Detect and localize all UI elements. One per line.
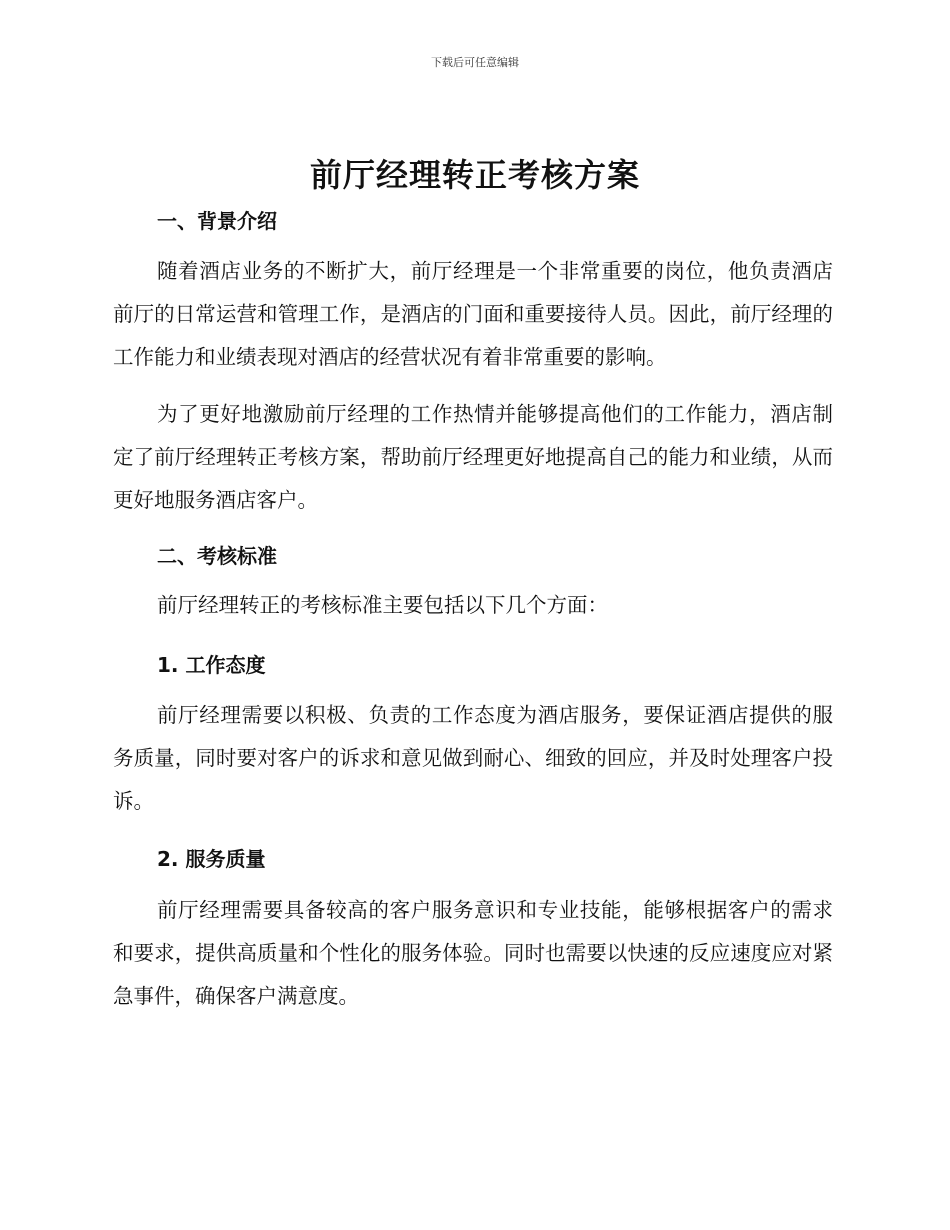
- section-heading-background: 一、背景介绍: [157, 209, 277, 233]
- page-header-note: 下载后可任意编辑: [431, 56, 519, 69]
- section-heading-criteria: 二、考核标准: [157, 544, 277, 568]
- criteria-intro-paragraph: 前厅经理转正的考核标准主要包括以下几个方面：: [157, 593, 608, 617]
- criteria-item-text-attitude: 前厅经理需要以积极、负责的工作态度为酒店服务，要保证酒店提供的服务质量，同时要对客户的诉求和意见做到耐心、细致的回应，并及时处理客户投诉。: [113, 703, 833, 813]
- criteria-item-heading-service: 2. 服务质量: [157, 847, 266, 871]
- criteria-item-text-service: 前厅经理需要具备较高的客户服务意识和专业技能，能够根据客户的需求和要求，提供高质量和个性化的服务体验。同时也需要以快速的反应速度应对紧急事件，确保客户满意度。: [113, 898, 833, 1008]
- criteria-item-heading-attitude: 1. 工作态度: [157, 653, 266, 677]
- document-title: 前厅经理转正考核方案: [309, 156, 640, 194]
- background-paragraph-2: 为了更好地激励前厅经理的工作热情并能够提高他们的工作能力，酒店制定了前厅经理转正考核方案，帮助前厅经理更好地提高自己的能力和业绩，从而更好地服务酒店客户。: [113, 402, 833, 512]
- background-paragraph-1: 随着酒店业务的不断扩大，前厅经理是一个非常重要的岗位，他负责酒店前厅的日常运营和管理工作，是酒店的门面和重要接待人员。因此，前厅经理的工作能力和业绩表现对酒店的经营状况有着非常重要的影响。: [113, 259, 833, 369]
